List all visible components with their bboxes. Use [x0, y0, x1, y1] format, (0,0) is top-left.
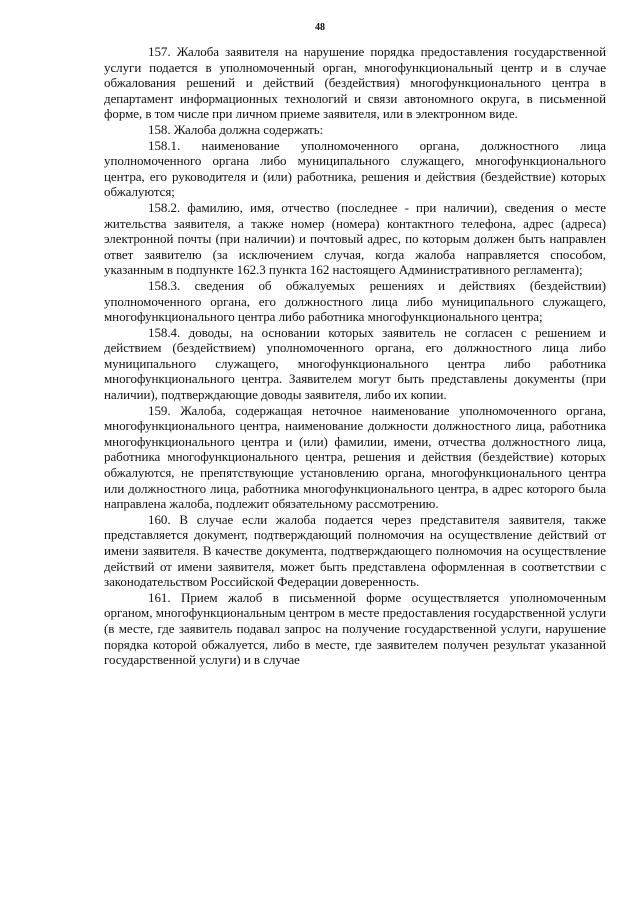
document-body: [104, 44, 606, 668]
paragraph-158-2: 158.2. фамилию, имя, отчество (последнее - при наличии), сведения о месте жительства заявителя, а также номер (номера) контактного телефона, адрес (адреса) электронной почты (при наличии) и почтовый адрес, по которым должен быть направлен ответ заявителю (за исключением случая, когда жалоба направляется способом, указанным в подпункте 162.3 пункта 162 настоящего Административного регламента);: [104, 199, 606, 278]
paragraph-160: 160. В случае если жалоба подается через представителя заявителя, также представляется документ, подтверждающий полномочия на осуществление действий от имени заявителя. В качестве документа, подтверждающего полномочия на осуществление действий от имени заявителя, может быть представлена оформленная в соответствии с законодательством Российской Федерации доверенность.: [104, 511, 606, 590]
paragraph-157: 157. Жалоба заявителя на нарушение порядка предоставления государственной услуги подается в уполномоченный орган, многофункциональный центр и в случае обжалования решений и действий (бездействия) многофункционального центра в департамент информационных технологий и связи автономного округа, в письменной форме, в том числе при личном приеме заявителя, или в электронном виде.: [104, 44, 606, 122]
paragraph-158-4: 158.4. доводы, на основании которых заявитель не согласен с решением и действием (бездействием) уполномоченного органа, его должностного лица либо муниципального служащего, многофункционального центра либо работника многофункционального центра. Заявителем могут быть представлены документы (при наличии), подтверждающие доводы заявителя, либо их копии.: [104, 324, 606, 403]
paragraph-158-1: 158.1. наименование уполномоченного органа, должностного лица уполномоченного органа либо муниципального служащего, многофункционального центра, его руководителя и (или) работника, решения и действия (бездействие) которых обжалуются;: [104, 137, 606, 200]
paragraph-161: 161. Прием жалоб в письменной форме осуществляется уполномоченным органом, многофункциональным центром в месте предоставления государственной услуги (в месте, где заявитель подавал запрос на получение государственной услуги, нарушение порядка которой обжалуется, либо в месте, где заявителем получен результат указанной государственной услуги) и в случае: [104, 589, 606, 668]
paragraph-158: 158. Жалоба должна содержать:: [148, 121, 324, 137]
page-number: 48: [315, 22, 325, 33]
paragraph-159: 159. Жалоба, содержащая неточное наименование уполномоченного органа, многофункционального центра, наименование должности должностного лица, работника многофункционального центра и (или) фамилии, имени, отчества должностного лица, работника многофункционального центра, решения и действия (бездействие) которых обжалуются, не препятствующие установлению органа, многофункционального центра или должностного лица, работника многофункционального центра, в адрес которого была направлена жалоба, подлежит обязательному рассмотрению.: [104, 402, 606, 512]
paragraph-158-3: 158.3. сведения об обжалуемых решениях и действиях (бездействии) уполномоченного органа, его должностного лица либо муниципального служащего, многофункционального центра либо работника многофункционального центра;: [104, 277, 606, 325]
